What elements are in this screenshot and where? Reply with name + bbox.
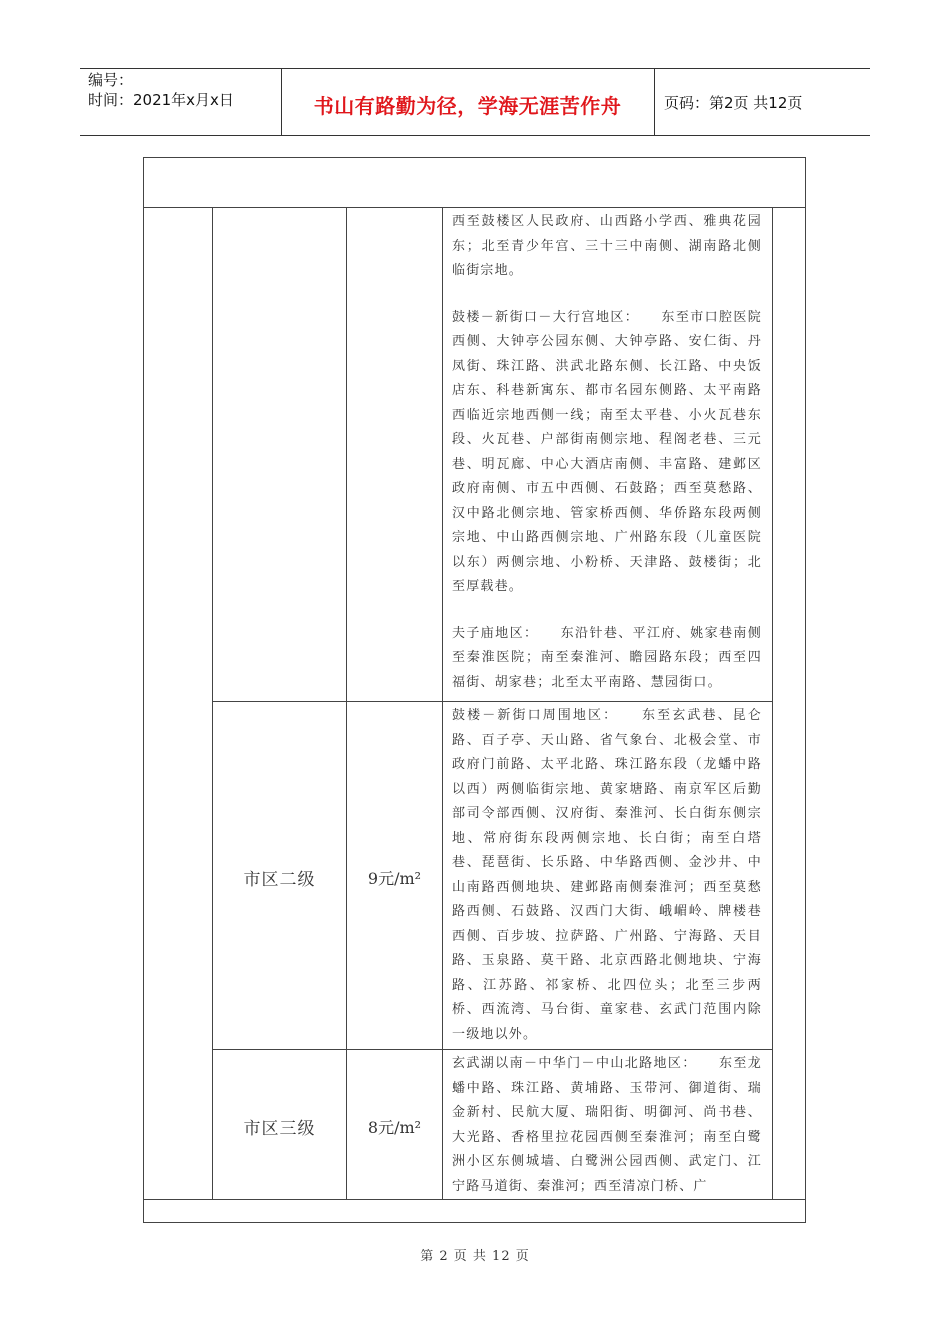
header-top-rule <box>80 68 870 69</box>
table-col-divider-4 <box>772 207 773 1199</box>
row1-paragraph-3: 夫子庙地区： 东沿针巷、平江府、姚家巷南侧至秦淮医院；南至秦淮河、瞻园路东段；西至四福街、胡家巷；北至太平南路、慧园街口。 <box>452 625 762 690</box>
row2-price: 9元/m² <box>367 869 422 888</box>
table-col-divider-2 <box>346 207 347 1199</box>
table-rule-row2 <box>212 1049 772 1050</box>
table-col-divider-3 <box>442 207 443 1199</box>
table-col-divider-1 <box>212 207 213 1199</box>
header-divider-right <box>654 68 655 135</box>
header-number-label: 编号： <box>88 71 134 89</box>
row1-paragraph-2: 鼓楼－新街口－大行宫地区： 东至市口腔医院西侧、大钟亭公园东侧、大钟亭路、安仁街、丹凤街、珠江路、洪武北路东侧、长江路、中央饭店东、科巷新寓东、都市名园东侧路、太平南路西临近宗地西侧一线；南至太平巷、小火瓦巷东段、火瓦巷、户部街南侧宗地、程阁老巷、三元巷、明瓦廊、中心大酒店南侧、丰富路、建邺区政府南侧、市五中西侧、石鼓路；西至莫愁路、汉中路北侧宗地、管家桥西侧、华侨路东段两侧宗地、中山路西侧宗地、广州路东段（儿童医院以东）两侧宗地、小粉桥、天津路、鼓楼街；北至厚载巷。 <box>452 309 762 594</box>
row2-paragraph-1: 鼓楼－新街口周围地区： 东至玄武巷、昆仑路、百子亭、天山路、省气象台、北极会堂、市政府门前路、太平北路、珠江路东段（龙蟠中路以西）两侧临街宗地、黄家塘路、南京军区后勤部司令部西侧、汉府街、秦淮河、长白街东侧宗地、常府街东段两侧宗地、长白街；南至白塔巷、琵琶街、长乐路、中华路西侧、金沙井、中山南路西侧地块、建邺路南侧秦淮河；西至莫愁路西侧、石鼓路、汉西门大街、峨嵋岭、牌楼巷西侧、百步坡、拉萨路、广州路、宁海路、天目路、玉泉路、莫干路、北京西路北侧地块、宁海路、江苏路、祁家桥、北四位头；北至三步两桥、西流湾、马台街、童家巷、玄武门范围内除一级地以外。 <box>452 708 762 1042</box>
table-rule-bottom <box>143 1199 806 1200</box>
table-row <box>452 704 762 1047</box>
header-time-label: 时间：2021年x月x日 <box>88 91 234 109</box>
row3-price: 8元/m² <box>367 1118 422 1137</box>
row3-grade: 市区三级 <box>243 1119 316 1139</box>
header-motto: 书山有路勤为径，学海无涯苦作舟 <box>313 94 622 118</box>
row3-paragraph-1: 玄武湖以南－中华门－中山北路地区： 东至龙蟠中路、珠江路、黄埔路、玉带河、御道街、瑞金新村、民航大厦、瑞阳街、明御河、尚书巷、大光路、香格里拉花园西侧至秦淮河；南至白鹭洲小区东侧城墙、白鹭洲公园西侧、武定门、江宁路马道街、秦淮河；西至清凉门桥、广 <box>452 1056 762 1194</box>
row1-paragraph-1: 西至鼓楼区人民政府、山西路小学西、雅典花园东；北至青少年宫、三十三中南侧、湖南路北侧临街宗地。 <box>452 214 762 278</box>
table-row <box>452 210 762 695</box>
row2-grade: 市区二级 <box>243 870 316 890</box>
table-rule-row1 <box>212 701 772 702</box>
table-rule-top <box>143 207 806 208</box>
page-footer: 第 2 页 共 12 页 <box>420 1249 530 1264</box>
header-page-label: 页码：第2页 共12页 <box>664 94 803 112</box>
header-bottom-rule <box>80 135 870 136</box>
header-info <box>88 70 234 110</box>
table-row <box>452 1052 762 1198</box>
